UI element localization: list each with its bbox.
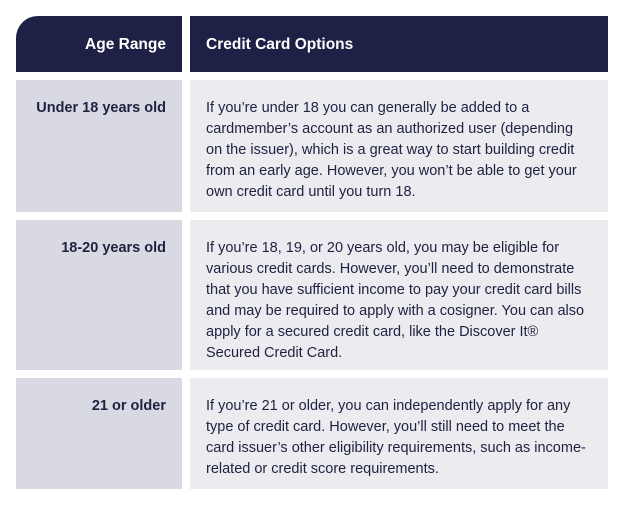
header-age-range: Age Range (16, 16, 182, 72)
options-cell: If you’re 18, 19, or 20 years old, you may be eligible for various credit cards. However, you’ll need to demonstrate that you have sufficient income to pay your credit card bills and may be required to apply with a cosigner. You can also apply for a secured credit card, like the Discover It® Secured Credit Card. (190, 220, 608, 370)
age-range-cell: 21 or older (16, 378, 182, 489)
table-row (16, 80, 608, 212)
age-range-cell: Under 18 years old (16, 80, 182, 212)
table-row (16, 378, 608, 489)
header-credit-card-options: Credit Card Options (190, 16, 608, 72)
options-cell: If you’re under 18 you can generally be added to a cardmember’s account as an authorized user (depending on the issuer), which is a great way to start building credit from an early age. However, you won’t be able to get your own credit card until you turn 18. (190, 80, 608, 212)
age-range-cell: 18-20 years old (16, 220, 182, 370)
options-cell: If you’re 21 or older, you can independently apply for any type of credit card. However, you’ll still need to meet the card issuer’s other eligibility requirements, such as income-related or credit score requirements. (190, 378, 608, 489)
credit-card-options-table (16, 16, 608, 497)
table-header-row (16, 16, 608, 72)
table-row (16, 220, 608, 370)
